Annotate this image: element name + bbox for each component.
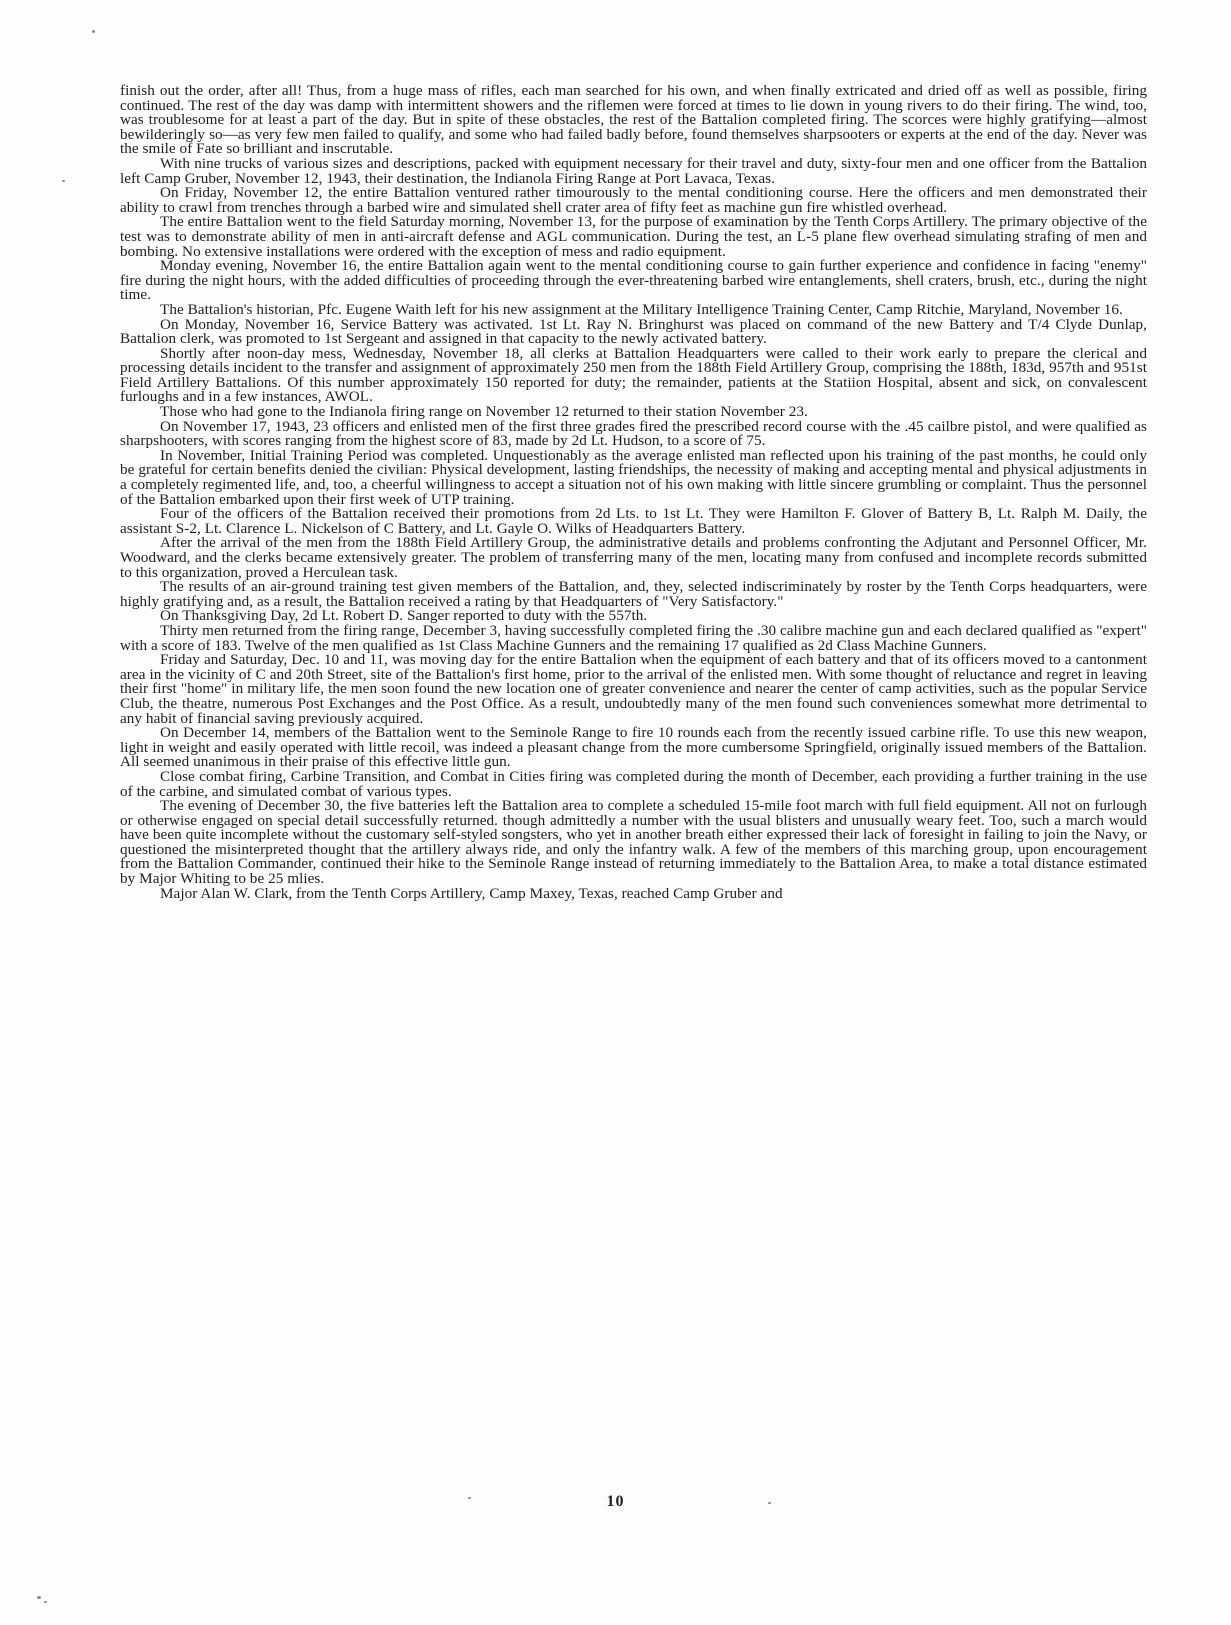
paragraph: The entire Battalion went to the field Saturday morning, November 13, for the purpose of examination by the Tenth Corps Artillery. The primary objective of the test was to demonstrate ability of men in anti-aircraft defense and AGL communication. During the test, an L-5 plane flew overhead simulating strafing of men and bombing. No extensive installations were ordered with the exception of mess and radio equipment. — [120, 213, 1147, 260]
paragraph: On December 14, members of the Battalion went to the Seminole Range to fire 10 rounds each from the recently issued carbine rifle. To use this new weapon, light in weight and easily operated with little recoil, was indeed a pleasant change from the more cumbersome Springfield, originally issued members of the Battalion. All seemed unanimous in their praise of this effective little gun. — [120, 724, 1147, 771]
paragraph: Those who had gone to the Indianola firing range on November 12 returned to their station November 23. — [160, 403, 808, 421]
paragraph: The results of an air-ground training test given members of the Battalion, and, they, selected indiscriminately by roster by the Tenth Corps headquarters, were highly gratifying and, as a result, the Battalion received a rating by that Headquarters of "Very Satisfactory." — [120, 578, 1147, 610]
paragraph: Monday evening, November 16, the entire Battalion again went to the mental conditioning course to gain further experience and confidence in facing "enemy" fire during the night hours, with the added difficulties of proceeding through the ever-threatening barbed wire entanglements, shell craters, brush, etc., during the night time. — [120, 257, 1147, 304]
paragraph: With nine trucks of various sizes and descriptions, packed with equipment necessary for their travel and duty, sixty-four men and one officer from the Battalion left Camp Gruber, November 12, 1943, their destination, the Indianola Firing Range at Port Lavaca, Texas. — [120, 154, 1147, 187]
paragraph: The evening of December 30, the five batteries left the Battalion area to complete a scheduled 15-mile foot march with full field equipment. All not on furlough or otherwise engaged on special detail successfully returned. though admittedly a number with the usual blisters and unusually weary feet. Too, such a march would have been quite incomplete without the customary self-styled songsters, who yet in another breath either expressed their lack of foresight in failing to join the Navy, or questioned the misinterpreted thought that the artillery always ride, and only the infantry walk. A few of the members of this marching group, upon encouragement from the Battalion Commander, continued their hike to the Seminole Range instead of returning immediately to the Battalion Area, to make a total distance estimated by Major Whiting to be 25 mlies. — [120, 797, 1147, 888]
paragraph: On Monday, November 16, Service Battery was activated. 1st Lt. Ray N. Bringhurst was placed on command of the new Battery and T/4 Clyde Dunlap, Battalion clerk, was promoted to 1st Sergeant and assigned in that capacity to the newly activated battery. — [120, 315, 1147, 348]
paragraph: finish out the order, after all! Thus, from a huge mass of rifles, each man searched for his own, and when finally extricated and dried off as well as possible, firing continued. The rest of the day was damp with intermittent showers and the riflemen were forced at times to lie down in young rivers to do their firing. The wind, too, was troublesome for at least a part of the day. But in spite of these obstacles, the rest of the Battalion completed firing. The scorces were highly gratifying—almost bewilderingly so—as very few men failed to qualify, and some who had failed badly before, found themselves sharpsooters or experts at the end of the day. Never was the smile of Fate so brilliant and inscrutable. — [120, 82, 1147, 158]
paragraph: Thirty men returned from the firing range, December 3, having successfully completed firing the .30 calibre machine gun and each declared qualified as "expert" with a score of 183. Twelve of the men qualified as 1st Class Machine Gunners and the remaining 17 qualified as 2d Class Machine Gunners. — [120, 621, 1147, 654]
paragraph: The Battalion's historian, Pfc. Eugene Waith left for his new assignment at the Military Intelligence Training Center, Camp Ritchie, Maryland, November 16. — [160, 300, 1123, 318]
paragraph: On Friday, November 12, the entire Battalion ventured rather timourously to the mental conditioning course. Here the officers and men demonstrated their ability to crawl from trenches through a barbed wire and simulated shell crater area of fifty feet as machine gun fire whistled overhead. — [120, 184, 1147, 216]
scan-speck — [92, 30, 95, 33]
paragraph: Shortly after noon-day mess, Wednesday, November 18, all clerks at Battalion Headquarters were called to their work early to prepare the clerical and processing details incident to the transfer and assignment of approximately 250 men from the 188th Field Artillery Group, comprising the 188th, 183d, 957th and 951st Field Artillery Battalions. Of this number approximately 150 reported for duty; the remainder, patients at the Statiion Hospital, absent and sick, on convalescent furloughs and in a few instances, AWOL. — [120, 344, 1147, 406]
paragraph: On November 17, 1943, 23 officers and enlisted men of the first three grades fired the prescribed record course with the .45 cailbre pistol, and were qualified as sharpshooters, with scores ranging from the highest score of 83, made by 2d Lt. Hudson, to a score of 75. — [120, 417, 1147, 450]
paragraph: Close combat firing, Carbine Transition, and Combat in Cities firing was completed during the month of December, each providing a further training in the use of the carbine, and simulated combat of various types. — [120, 767, 1147, 800]
scan-speck — [44, 1601, 47, 1603]
scan-speck — [62, 180, 65, 182]
page-number: 10 — [606, 1493, 625, 1510]
paragraph: Major Alan W. Clark, from the Tenth Corps Artillery, Camp Maxey, Texas, reached Camp Gruber and — [160, 884, 783, 902]
scan-speck — [768, 1502, 771, 1504]
paragraph: Friday and Saturday, Dec. 10 and 11, was moving day for the entire Battalion when the equipment of each battery and that of its officers moved to a cantonment area in the vicinity of C and 20th Street, site of the Battalion's first home, prior to the arrival of the enlisted men. With some thought of reluctance and regret in leaving their first "home" in military life, the men soon found the new location one of greater convenience and nearer the center of camp activities, such as the popular Service Club, the theatre, numerous Post Exchanges and the Post Office. As a result, undoubtedly many of the men found such conveniences somewhat more detrimental to any habit of financial saving previously acquired. — [120, 651, 1147, 727]
scan-speck — [37, 1596, 41, 1599]
paragraph: In November, Initial Training Period was completed. Unquestionably as the average enlisted man reflected upon his training of the past months, he could only be grateful for certain benefits denied the civilian: Physical development, lasting friendships, the necessity of making and accepting mental and physical adjustments in a completely regimented life, and, too, a cheerful willingness to accept a situation not of his own making with little sincere grumbling or complaint. Thus the personnel of the Battalion embarked upon their first week of UTP training. — [120, 446, 1147, 508]
body-text — [120, 84, 1147, 901]
paragraph: On Thanksgiving Day, 2d Lt. Robert D. Sanger reported to duty with the 557th. — [160, 607, 648, 625]
scan-speck — [468, 1497, 471, 1499]
paragraph: Four of the officers of the Battalion received their promotions from 2d Lts. to 1st Lt. They were Hamilton F. Glover of Battery B, Lt. Ralph M. Daily, the assistant S-2, Lt. Clarence L. Nickelson of C Battery, and Lt. Gayle O. Wilks of Headquarters Battery. — [120, 505, 1147, 537]
paragraph: After the arrival of the men from the 188th Field Artillery Group, the administrative details and problems confronting the Adjutant and Personnel Officer, Mr. Woodward, and the clerks became extensively greater. The problem of transferring many of the men, locating many from confused and incomplete records submitted to this organization, proved a Herculean task. — [120, 534, 1147, 581]
